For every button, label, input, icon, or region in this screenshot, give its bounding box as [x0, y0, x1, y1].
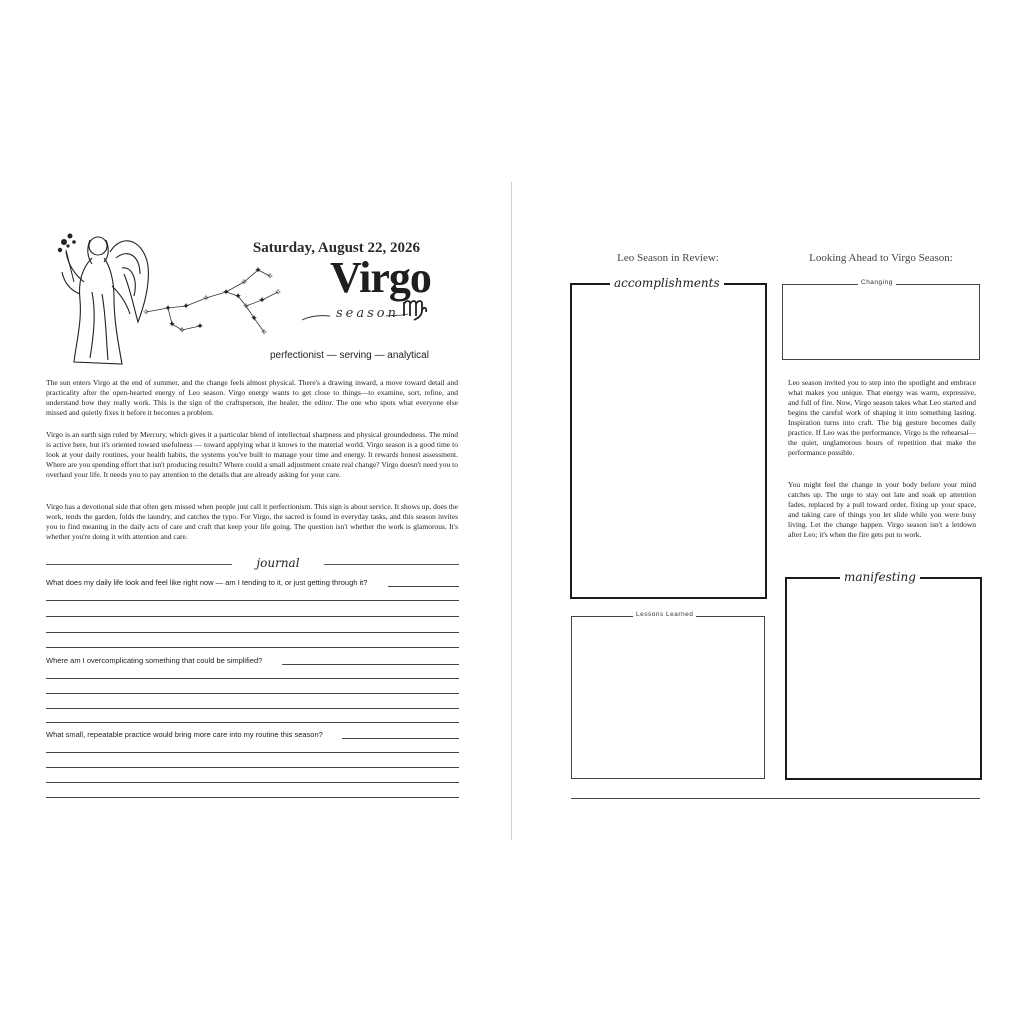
svg-text:✦: ✦ [250, 314, 258, 324]
answer-line[interactable] [46, 647, 459, 648]
lessons-learned-box[interactable] [571, 616, 765, 779]
review-heading: Leo Season in Review: [617, 252, 719, 264]
svg-text:✦: ✦ [254, 266, 262, 276]
svg-text:✧: ✧ [242, 302, 250, 312]
changing-label: Changing [858, 279, 896, 286]
sign-title: Virgo [330, 253, 431, 302]
ahead-paragraph-2: You might feel the change in your body before your mind catches up. The urge to stay out late and soak up attention fades, replaced by a pull toward order, fixing up your space, and taking care of things you let slide while you were busy living. Let the change happen. Virgo season isn't a letdown after Leo; it's when the fire gets put to work. [788, 480, 976, 539]
svg-text:✧: ✧ [260, 328, 268, 338]
svg-text:✦: ✦ [164, 304, 172, 314]
season-word: season [336, 306, 399, 321]
accomplishments-label: accomplishments [610, 276, 724, 290]
intro-paragraph-1: The sun enters Virgo at the end of summer, and the change feels almost physical. There's a drawing inward, a move toward detail and practicality after the open-hearted energy of Leo season. Virgo energy wants to get close to things—to examine, sort, refine, and understand how they really work. This is the sign of the craftsperson, the healer, the editor. The one who spots what everyone else missed and quietly fixes it before it becomes a problem. [46, 378, 458, 417]
answer-line[interactable] [342, 738, 459, 739]
answer-line[interactable] [46, 782, 459, 783]
manifesting-label: manifesting [840, 570, 920, 584]
answer-line[interactable] [46, 600, 459, 601]
answer-line[interactable] [46, 752, 459, 753]
manifesting-box[interactable] [785, 577, 982, 780]
svg-text:✦: ✦ [222, 288, 230, 298]
season-script-label [300, 304, 410, 328]
svg-text:✧: ✧ [142, 308, 150, 318]
answer-line[interactable] [46, 632, 459, 633]
svg-text:✦: ✦ [196, 322, 204, 332]
journal-question-1: What does my daily life look and feel like right now — am I tending to it, or just getting through it? [46, 578, 368, 587]
svg-text:✧: ✧ [240, 278, 248, 288]
virgo-constellation-graphic [142, 262, 292, 344]
sign-keywords: perfectionist — serving — analytical [270, 350, 429, 361]
svg-text:✧: ✧ [266, 272, 274, 282]
svg-text:✦: ✦ [168, 320, 176, 330]
bottom-rule [571, 798, 980, 799]
svg-text:✦: ✦ [234, 292, 242, 302]
answer-line[interactable] [388, 586, 459, 587]
virgo-angel-illustration [52, 222, 154, 372]
answer-line[interactable] [46, 708, 459, 709]
page-date: Saturday, August 22, 2026 [252, 240, 420, 256]
svg-text:✧: ✧ [202, 294, 210, 304]
journal-question-2: Where am I overcomplicating something that could be simplified? [46, 656, 263, 665]
svg-text:✦: ✦ [258, 296, 266, 306]
intro-paragraph-2: Virgo is an earth sign ruled by Mercury, which gives it a particular blend of intellectual sharpness and physical groundedness. The mind is active here, but it's oriented toward usefulness — toward applying what it knows to the material world. Virgo season is a good time to look at your daily routines, your health habits, the systems you've built to manage your time and energy. It rewards honest assessment. Where are you spending effort that isn't producing results? Where could a small adjustment create real change? Virgo doesn't need you to overhaul your life. It needs you to pay attention to the details that are already asking for your care. [46, 430, 458, 479]
changing-box[interactable] [782, 284, 980, 360]
answer-line[interactable] [46, 767, 459, 768]
virgo-symbol-icon [402, 296, 428, 322]
ahead-paragraph-1: Leo season invited you to step into the spotlight and embrace what makes you unique. That energy was warm, expressive, and full of fire. Now, Virgo season takes what Leo started and begins the careful work of shaping it into something lasting. Inspiration turns into craft. The big gesture becomes daily practice. If Leo was the performance, Virgo is the rehearsal—the quiet, unglamorous hours of repetition that make the performance possible. [788, 378, 976, 457]
answer-line[interactable] [46, 616, 459, 617]
accomplishments-box[interactable] [570, 283, 767, 599]
svg-text:✧: ✧ [178, 326, 186, 336]
lessons-learned-label: Lessons Learned [633, 611, 696, 618]
page-divider [511, 182, 512, 840]
answer-line[interactable] [46, 693, 459, 694]
answer-line[interactable] [46, 678, 459, 679]
answer-line[interactable] [46, 722, 459, 723]
svg-text:✦: ✦ [182, 302, 190, 312]
intro-paragraph-3: Virgo has a devotional side that often gets missed when people just call it perfectionism. This sign is about service. It shows up, does the work, tends the garden, folds the laundry, and catches the typo. For Virgo, the sacred is found in everyday tasks, and this season invites you to find meaning in the daily acts of care and craft that keep your life going. The question isn't whether the work is glamorous. It's whether you're doing it with attention and care. [46, 502, 458, 541]
ahead-heading: Looking Ahead to Virgo Season: [809, 252, 953, 264]
journal-label: journal [256, 556, 300, 570]
answer-line[interactable] [46, 797, 459, 798]
svg-text:✧: ✧ [274, 288, 282, 298]
answer-line[interactable] [282, 664, 459, 665]
journal-question-3: What small, repeatable practice would bring more care into my routine this season? [46, 730, 323, 739]
journal-section-header [46, 553, 459, 575]
